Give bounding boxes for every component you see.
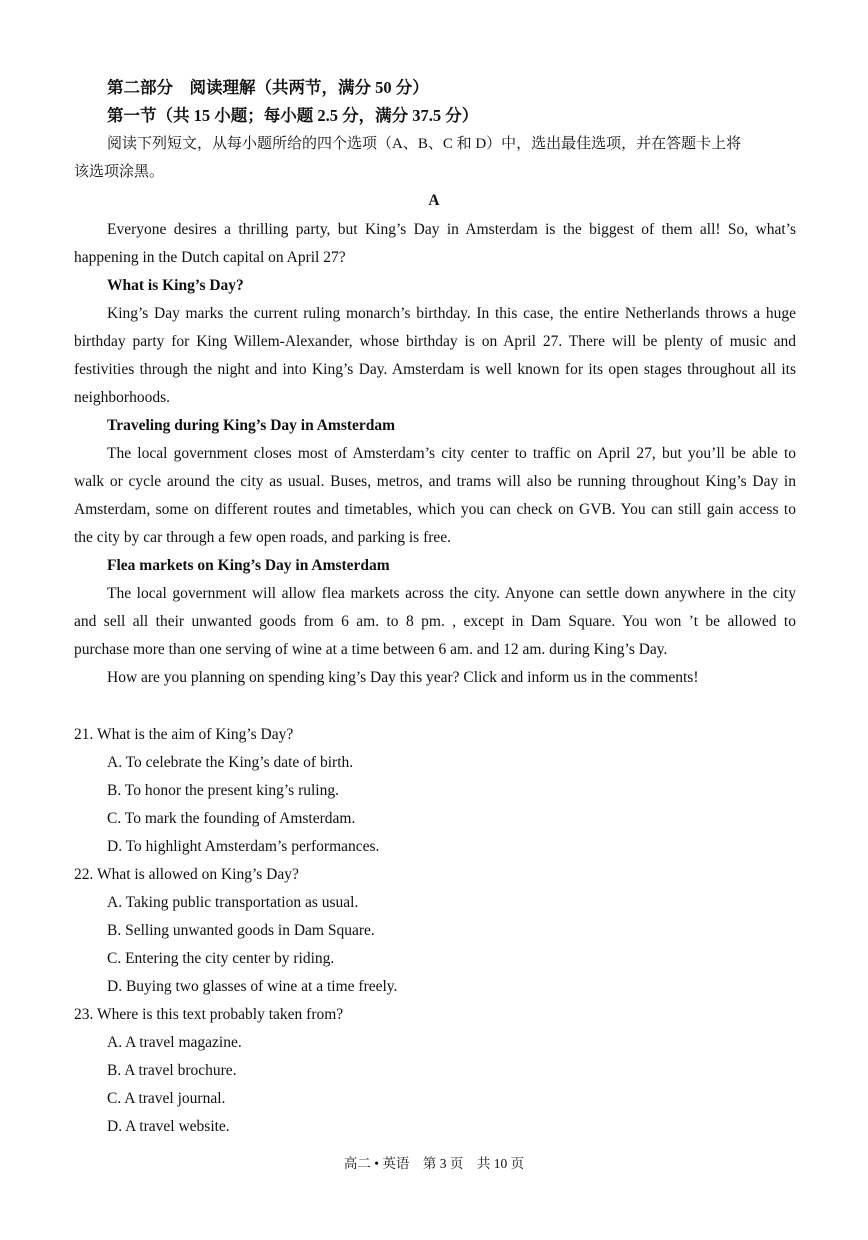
p2-line-3: Amsterdam, some on different routes and timetables, which you can check on GVB. You can still gain access to <box>74 501 796 518</box>
p2-line-1: The local government closes most of Amsterdam’s city center to traffic on April 27, but you’ll be able to <box>107 445 796 462</box>
question-option: B. To honor the present king’s ruling. <box>107 782 339 799</box>
p1-line-3: festivities through the night and into King’s Day. Amsterdam is well known for its open stages throughout all its <box>74 361 796 378</box>
question-option: A. To celebrate the King’s date of birth. <box>107 754 354 771</box>
instructions-line-1: 阅读下列短文，从每小题所给的四个选项（A、B、C 和 D）中，选出最佳选项，并在答题卡上将 <box>107 136 742 152</box>
heading-what-is-kings-day: What is King’s Day? <box>107 277 244 294</box>
p3-line-2: and sell all their unwanted goods from 6 am. to 8 pm. , except in Dam Square. You won ’t be allowed to <box>74 613 796 630</box>
question-option: B. Selling unwanted goods in Dam Square. <box>107 922 375 939</box>
question-stem: 21. What is the aim of King’s Day? <box>74 726 294 743</box>
question-option: D. Buying two glasses of wine at a time freely. <box>107 978 398 995</box>
question-option: A. A travel magazine. <box>107 1034 242 1051</box>
question-stem: 23. Where is this text probably taken from? <box>74 1006 344 1023</box>
question-option: D. A travel website. <box>107 1118 230 1135</box>
p2-line-2: walk or cycle around the city as usual. Buses, metros, and trams will also be running throughout King’s Day in <box>74 473 796 490</box>
p3-line-1: The local government will allow flea markets across the city. Anyone can settle down anywhere in the city <box>107 585 796 602</box>
closing-line: How are you planning on spending king’s Day this year? Click and inform us in the comments! <box>107 669 699 686</box>
question-option: D. To highlight Amsterdam’s performances. <box>107 838 380 855</box>
p1-line-1: King’s Day marks the current ruling monarch’s birthday. In this case, the entire Netherlands throws a huge <box>107 305 796 322</box>
part-title: 第二部分 阅读理解（共两节，满分 50 分） <box>107 78 429 97</box>
page-footer: 高二 • 英语 第 3 页 共 10 页 <box>343 1156 525 1171</box>
instructions-line-2: 该选项涂黑。 <box>74 164 165 180</box>
heading-traveling: Traveling during King’s Day in Amsterdam <box>107 417 396 434</box>
intro-line-2: happening in the Dutch capital on April 27? <box>74 249 346 266</box>
question-stem: 22. What is allowed on King’s Day? <box>74 866 299 883</box>
section-title: 第一节（共 15 小题；每小题 2.5 分，满分 37.5 分） <box>107 106 479 125</box>
intro-line-1: Everyone desires a thrilling party, but King’s Day in Amsterdam is the biggest of them all! So, what’s <box>107 221 796 238</box>
question-option: B. A travel brochure. <box>107 1062 237 1079</box>
p1-line-4: neighborhoods. <box>74 389 171 406</box>
question-option: C. To mark the founding of Amsterdam. <box>107 810 356 827</box>
p2-line-4: the city by car through a few open roads, and parking is free. <box>74 529 452 546</box>
question-option: C. A travel journal. <box>107 1090 226 1107</box>
question-option: C. Entering the city center by riding. <box>107 950 335 967</box>
question-option: A. Taking public transportation as usual. <box>107 894 359 911</box>
p1-line-2: birthday party for King Willem-Alexander, whose birthday is on April 27. There will be plenty of music and <box>74 333 796 350</box>
passage-label: A <box>428 192 440 209</box>
heading-flea-markets: Flea markets on King’s Day in Amsterdam <box>107 557 390 574</box>
p3-line-3: purchase more than one serving of wine at a time between 6 am. and 12 am. during King’s Day. <box>74 641 668 658</box>
